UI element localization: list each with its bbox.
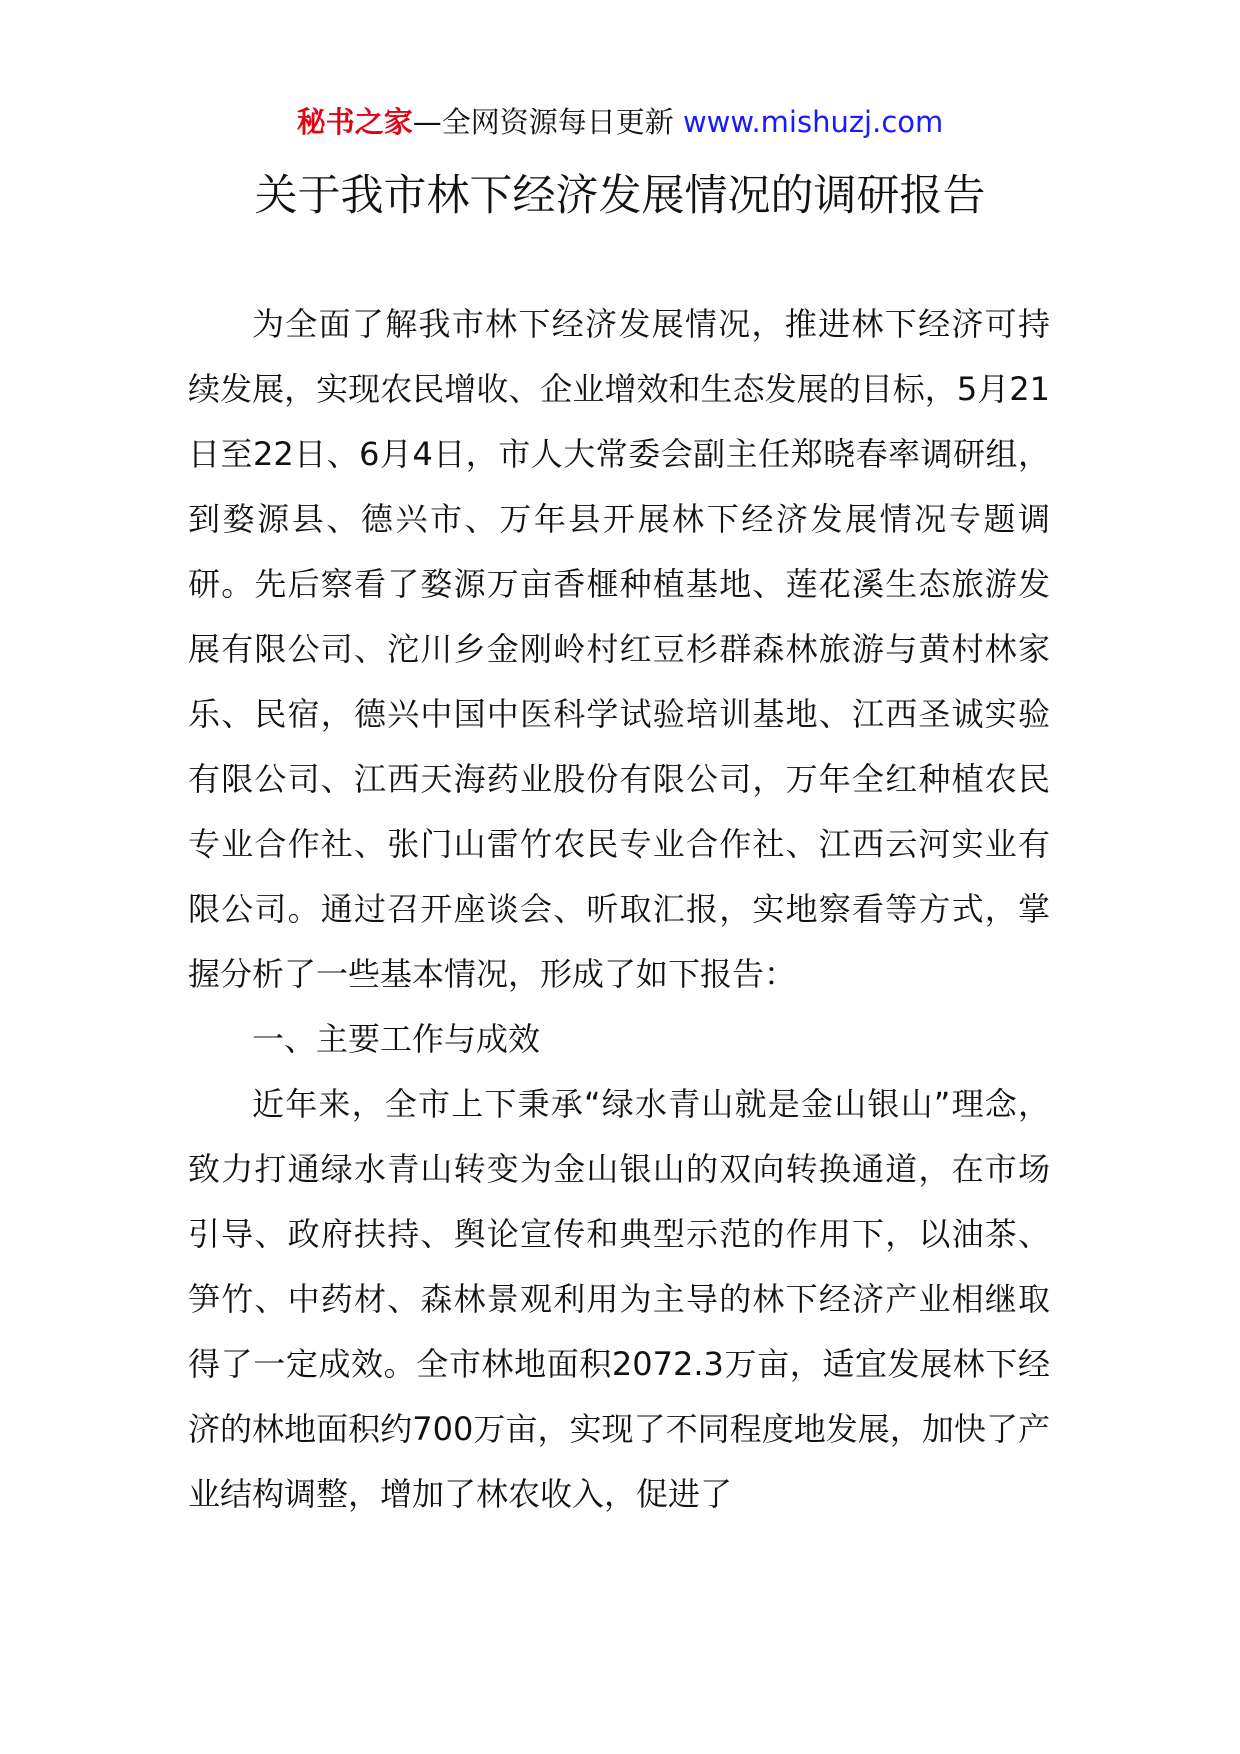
- body-paragraph: 近年来，全市上下秉承“绿水青山就是金山银山”理念，致力打通绿水青山转变为金山银山的双向转换通道，在市场引导、政府扶持、舆论宣传和典型示范的作用下，以油茶、笋竹、中药材、森林景观利用为主导的林下经济产业相继取得了一定成效。全市林地面积2072.3万亩，适宜发展林下经济的林地面积约700万亩，实现了不同程度地发展，加快了产业结构调整，增加了林农收入，促进了: [188, 1085, 1050, 1513]
- site-brand: 秘书之家: [296, 105, 413, 139]
- site-url-link[interactable]: www.mishuzj.com: [682, 105, 944, 139]
- site-tagline: —全网资源每日更新: [412, 105, 683, 139]
- intro-paragraph: 为全面了解我市林下经济发展情况，推进林下经济可持续发展，实现农民增收、企业增效和生态发展的目标，5月21日至22日、6月4日，市人大常委会副主任郑晓春率调研组，到婺源县、德兴市、万年县开展林下经济发展情况专题调研。先后察看了婺源万亩香榧种植基地、莲花溪生态旅游发展有限公司、沱川乡金刚岭村红豆杉群森林旅游与黄村林家乐、民宿，德兴中国中医科学试验培训基地、江西圣诚实验有限公司、江西天海药业股份有限公司，万年全红种植农民专业合作社、张门山雷竹农民专业合作社、江西云河实业有限公司。通过召开座谈会、听取汇报，实地察看等方式，掌握分析了一些基本情况，形成了如下报告：: [188, 305, 1050, 993]
- document-title: 关于我市林下经济发展情况的调研报告: [254, 171, 986, 221]
- document-body: [188, 292, 1050, 1527]
- section-heading: 一、主要工作与成效: [252, 1020, 541, 1058]
- site-header: [0, 102, 1240, 142]
